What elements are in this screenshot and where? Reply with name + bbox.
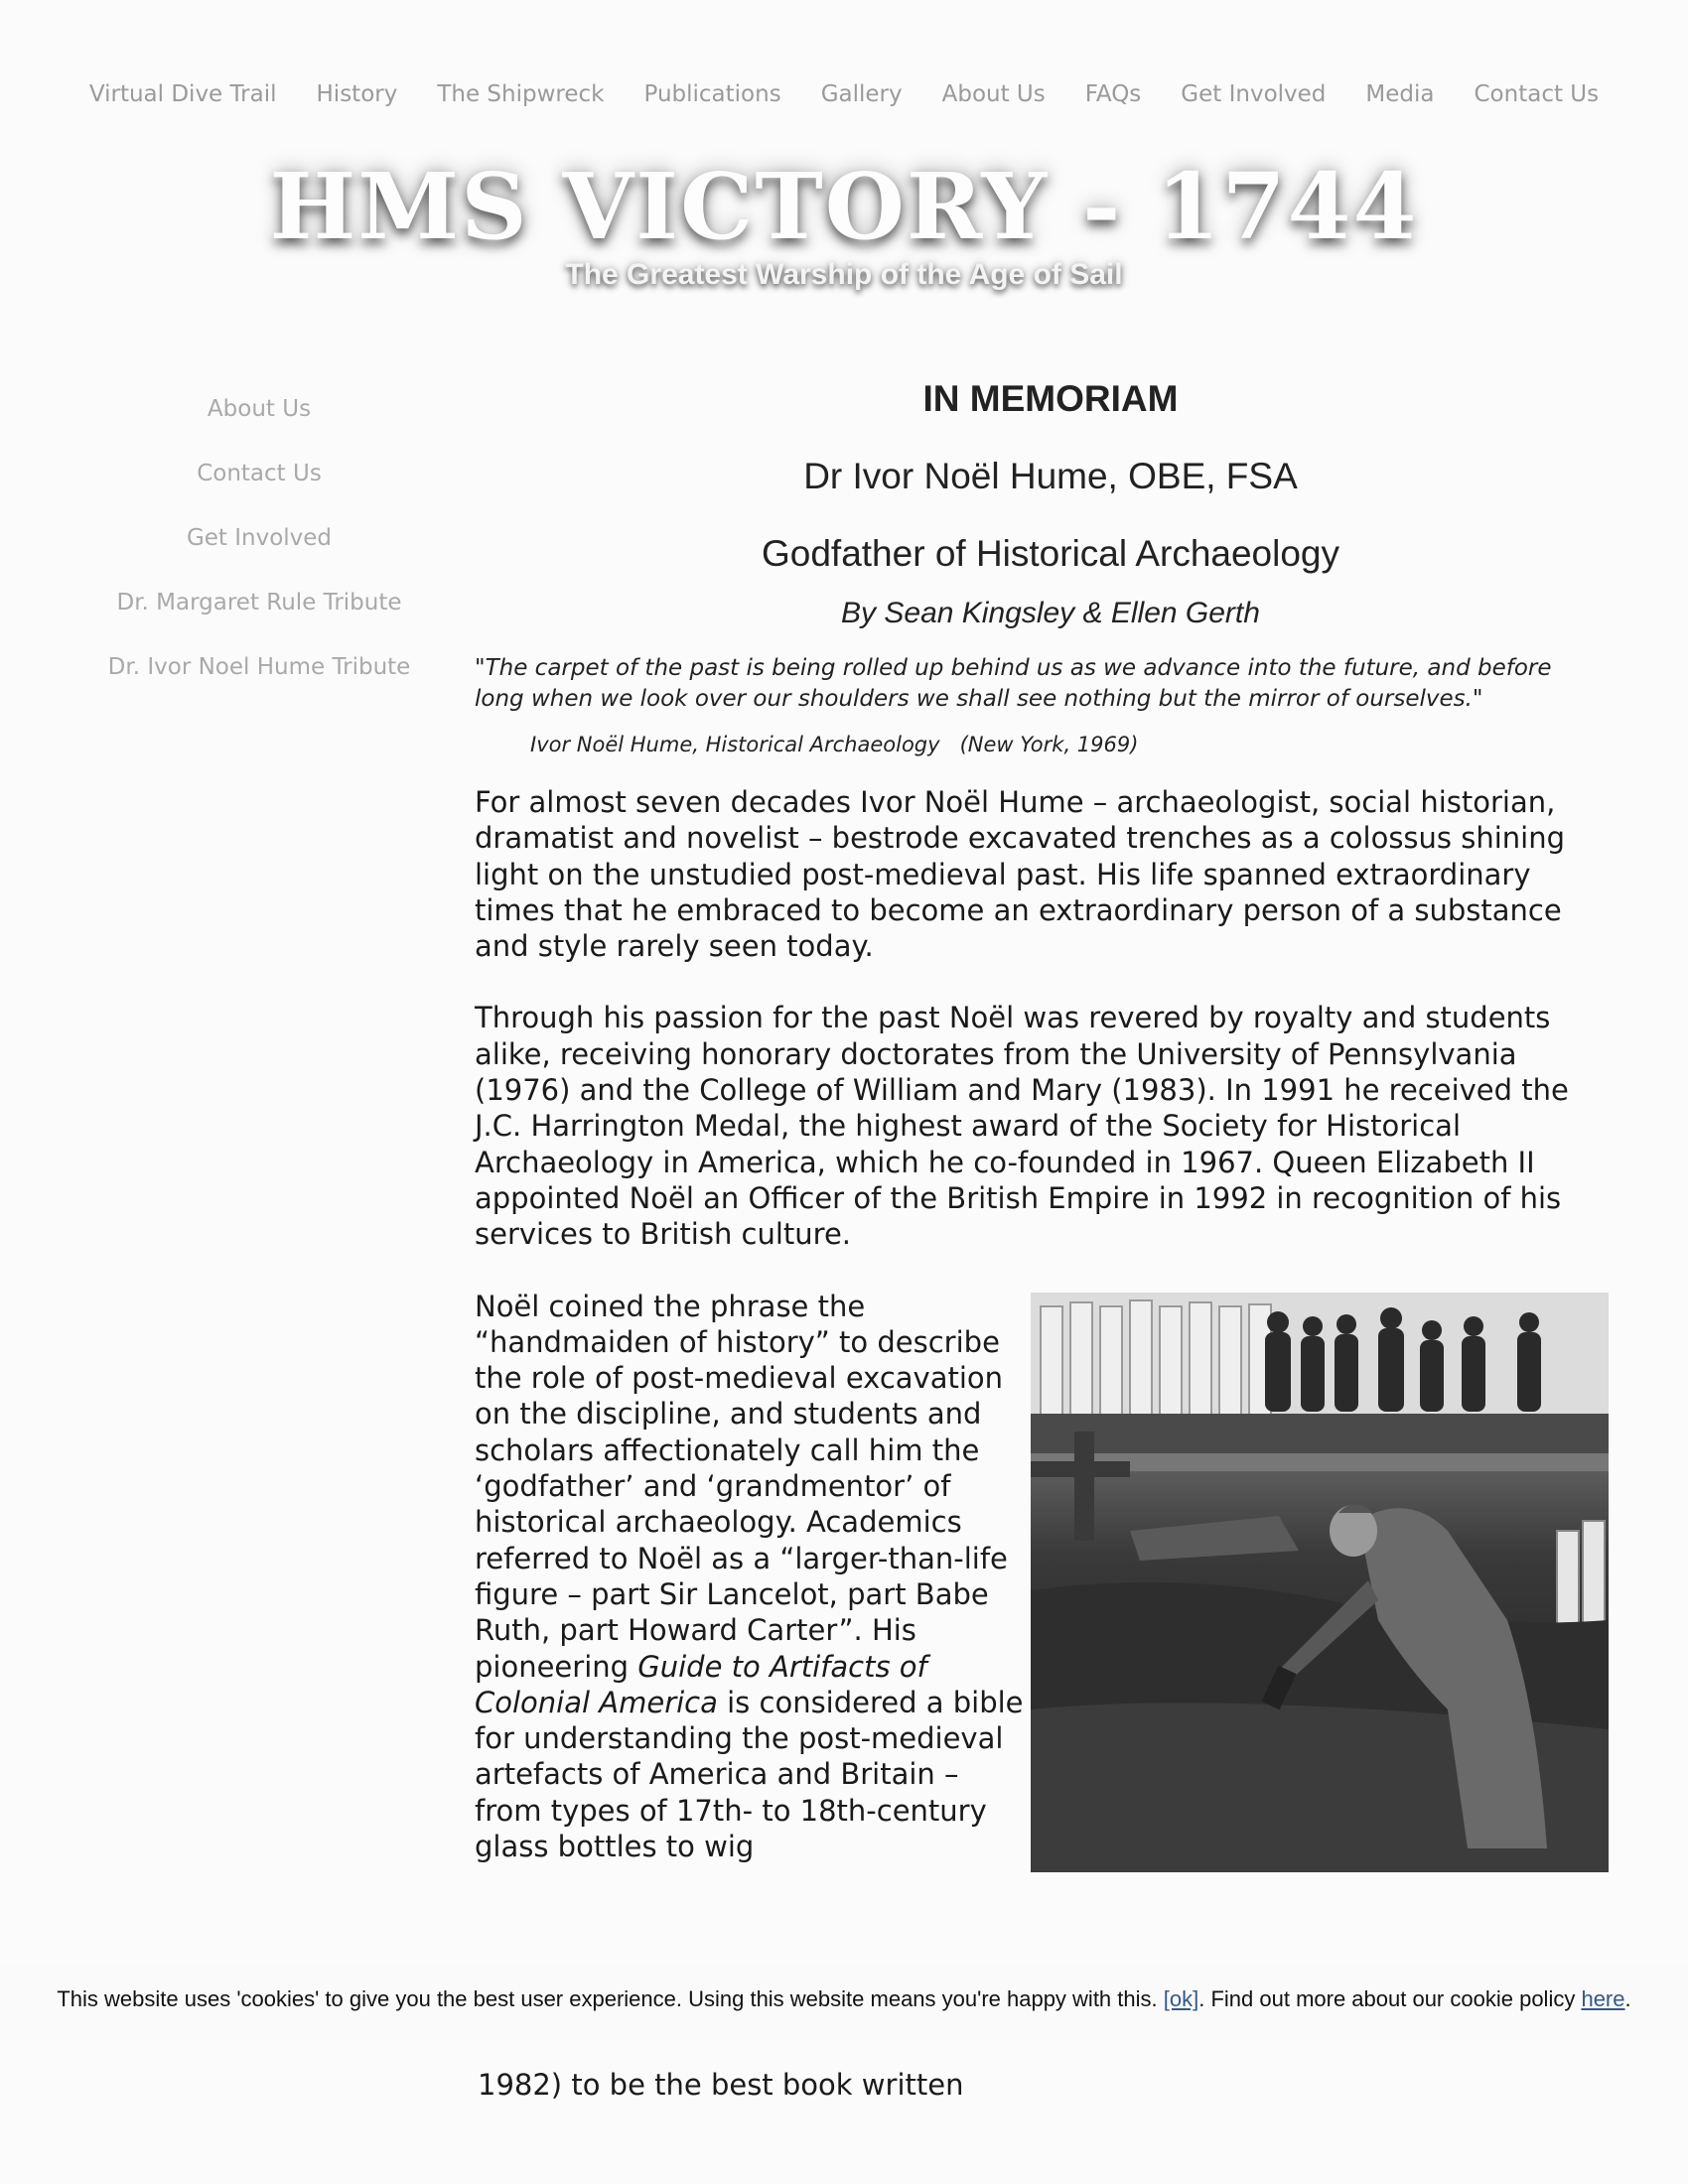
sidebar-item-contact-us[interactable]: Contact Us — [197, 461, 322, 486]
nav-get-involved[interactable]: Get Involved — [1181, 81, 1327, 107]
nav-contact-us[interactable]: Contact Us — [1474, 81, 1600, 107]
article-subheading: Godfather of Historical Archaeology — [761, 533, 1340, 574]
cookie-policy-link[interactable]: here — [1581, 1986, 1625, 2011]
nav-history[interactable]: History — [316, 81, 398, 107]
article-heading: IN MEMORIAM — [922, 378, 1179, 419]
cookie-ok-link[interactable]: [ok] — [1163, 1986, 1199, 2011]
nav-faqs[interactable]: FAQs — [1084, 81, 1142, 107]
paragraph-4-partial: 1982) to be the best book written — [478, 2068, 964, 2102]
paragraph-3-before: Noël coined the phrase the “handmaiden of history” to describe the role of post-medieval excavation on the discipline, and students and scholars affectionately call him the ‘godfather’ and ‘grandmentor’ of historical archaeology. Academics referred to Noël as a “larger-than-life figure – part Sir Lancelot, part Babe Ruth, part Howard Carter”. His pioneering — [475, 1289, 1008, 1684]
site-subtitle: The Greatest Warship of the Age of Sail — [565, 258, 1123, 291]
excavation-photo-art — [1031, 1293, 1609, 1872]
cookie-more-text: . Find out more about our cookie policy — [1198, 1986, 1576, 2011]
cookie-end: . — [1624, 1986, 1631, 2011]
epigraph-quote: "The carpet of the past is being rolled up behind us as we advance into the future, and before long when we look over our shoulders we shall see nothing but the mirror of ourselves." — [475, 655, 1552, 712]
paragraph-3 — [475, 1289, 1031, 1865]
side-nav — [89, 393, 429, 716]
top-nav — [0, 81, 1688, 107]
cookie-text: This website uses 'cookies' to give you the best user experience. Using this website means you're happy with this. — [57, 1986, 1158, 2011]
citation-place: (New York, 1969) — [959, 733, 1139, 756]
paragraph-3-section — [475, 1289, 1626, 2043]
book-title: Guide to Artifacts of Colonial America — [475, 1649, 927, 1719]
sidebar-item-ivor-noel-hume-tribute[interactable]: Dr. Ivor Noel Hume Tribute — [107, 654, 411, 680]
nav-the-shipwreck[interactable]: The Shipwreck — [437, 81, 605, 107]
nav-virtual-dive-trail[interactable]: Virtual Dive Trail — [88, 81, 277, 107]
article — [475, 369, 1626, 2043]
paragraph-1: For almost seven decades Ivor Noël Hume – archaeologist, social historian, dramatist and novelist – bestrode excavated trenches as a colossus shining light on the unstudied post-medieval past. His life spanned extraordinary times that he embraced to become an extraordinary person of a substance and style rarely seen today. — [475, 785, 1566, 964]
nav-media[interactable]: Media — [1365, 81, 1435, 107]
sidebar-item-about-us[interactable]: About Us — [207, 396, 312, 422]
paragraph-2: Through his passion for the past Noël was revered by royalty and students alike, receiving honorary doctorates from the University of Pennsylvania (1976) and the College of William and Mary (1983). In 1991 he received the J.C. Harrington Medal, the highest award of the Society for Historical Archaeology in America, which he co-founded in 1967. Queen Elizabeth II appointed Noël an Officer of the British Empire in 1992 in recognition of his services to British culture. — [475, 1001, 1569, 1252]
nav-publications[interactable]: Publications — [643, 81, 781, 107]
nav-gallery[interactable]: Gallery — [820, 81, 903, 107]
citation-author: Ivor Noël Hume, Historical Archaeology — [530, 733, 940, 756]
cookie-notice — [0, 1966, 1688, 2047]
nav-about-us[interactable]: About Us — [941, 81, 1046, 107]
site-banner — [0, 153, 1688, 292]
site-title[interactable]: HMS VICTORY - 1744 — [269, 153, 1419, 260]
sidebar-item-get-involved[interactable]: Get Involved — [186, 525, 333, 551]
excavation-photo — [1031, 1293, 1609, 1872]
article-byline: By Sean Kingsley & Ellen Gerth — [841, 597, 1260, 629]
epigraph-citation — [530, 733, 1626, 756]
article-name: Dr Ivor Noël Hume, OBE, FSA — [803, 456, 1298, 496]
sidebar-item-margaret-rule-tribute[interactable]: Dr. Margaret Rule Tribute — [116, 590, 402, 615]
paragraph-3-after: is considered a bible for understanding the post-medieval artefacts of America and Britain – from types of 17th- to 18th-century glass bottles to wig — [475, 1685, 1024, 1864]
